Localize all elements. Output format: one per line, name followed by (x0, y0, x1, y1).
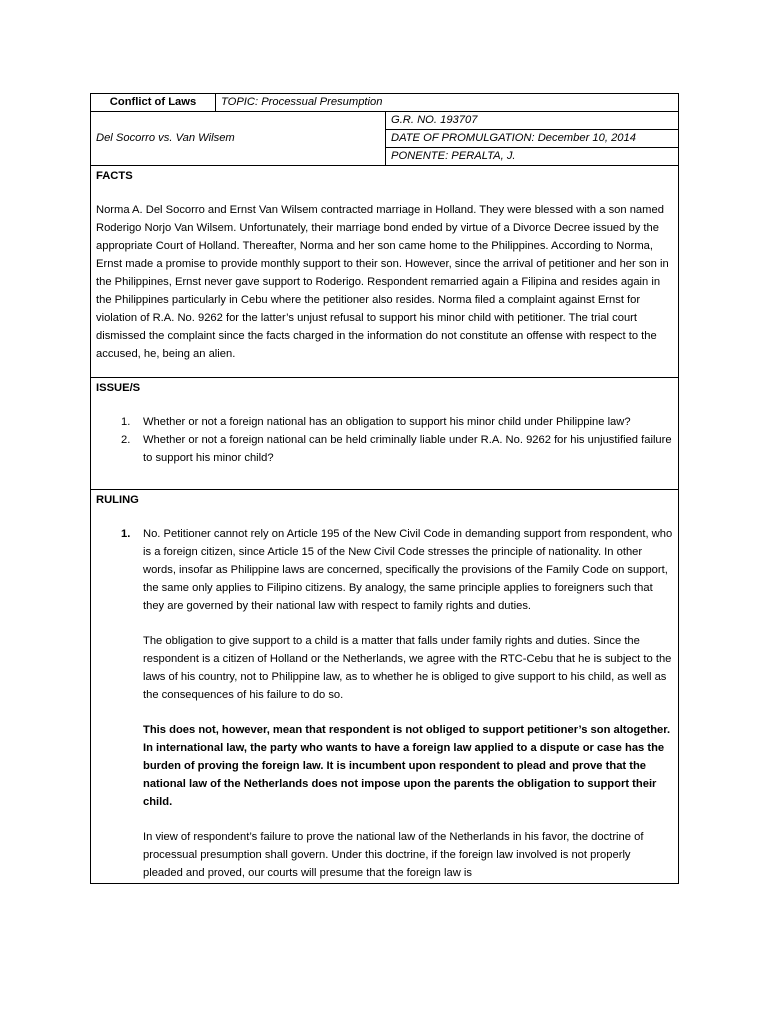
issue-number: 2. (121, 434, 131, 446)
issue-text: Whether or not a foreign national can be held criminally liable under R.A. No. 9262 for his unjustified failure to support his minor child? (143, 434, 672, 464)
ruling-paragraph-4: In view of respondent’s failure to prove the national law of the Netherlands in his favor, the doctrine of processual presumption shall govern. Under this doctrine, if the foreign law involved is not properly pleaded and proved, our courts will presume that the foreign law is (143, 831, 644, 879)
case-digest-document (90, 93, 678, 884)
facts-body: Norma A. Del Socorro and Ernst Van Wilsem contracted marriage in Holland. They were blessed with a son named Roderigo Norjo Van Wilsem. Unfortunately, their marriage bond ended by virtue of a Divorce Decree issued by the appropriate Court of Holland. Thereafter, Norma and her son came home to the Philippines. According to Norma, Ernst made a promise to provide monthly support to their son. However, since the arrival of petitioner and her son in the Philippines, Ernst never gave support to Roderigo. Respondent remarried again a Filipina and resides again in the Philippines particularly in Cebu where the petitioner also resides. Norma filed a complaint against Ernst for violation of R.A. No. 9262 for the latter’s unjust refusal to support his minor child with petitioner. The trial court dismissed the complaint since the facts charged in the information do not constitute an offense with respect to the accused, he, being an alien. (96, 204, 669, 360)
ruling-paragraph-3: This does not, however, mean that respondent is not obliged to support petitioner’s son altogether. In international law, the party who wants to have a foreign law applied to a dispute or case has the burden of proving the foreign law. It is incumbent upon respondent to plead and prove that the national law of the Netherlands does not impose upon the parents the obligation to support their child. (143, 724, 671, 808)
facts-section (91, 166, 679, 378)
ruling-heading: RULING (96, 494, 139, 506)
digest-table (90, 93, 679, 884)
issues-section (91, 378, 679, 490)
ruling-list (96, 525, 673, 882)
issue-text: Whether or not a foreign national has an obligation to support his minor child under Philippine law? (143, 416, 631, 428)
issues-list (96, 413, 673, 467)
issues-heading: ISSUE/S (96, 382, 141, 394)
issue-item (96, 431, 673, 467)
gr-number: G.R. NO. 193707 (386, 112, 679, 130)
ponente: PONENTE: PERALTA, J. (386, 148, 679, 166)
promulgation-date: DATE OF PROMULGATION: December 10, 2014 (386, 130, 679, 148)
facts-heading: FACTS (96, 170, 133, 182)
ruling-section (91, 490, 679, 884)
ruling-number: 1. (121, 528, 131, 540)
topic-label: TOPIC: Processual Presumption (216, 94, 679, 112)
ruling-paragraph-1: No. Petitioner cannot rely on Article 195 of the New Civil Code in demanding support from respondent, who is a foreign citizen, since Article 15 of the New Civil Code stresses the principle of nationality. In other words, insofar as Philippine laws are concerned, specifically the provisions of the Family Code on support, the same only applies to Filipino citizens. By analogy, the same principle applies to foreigners such that they are governed by their national law with respect to family rights and duties. (143, 528, 673, 612)
case-title: Del Socorro vs. Van Wilsem (91, 112, 386, 166)
issue-item (96, 413, 673, 431)
subject-label: Conflict of Laws (91, 94, 216, 112)
issue-number: 1. (121, 416, 131, 428)
ruling-paragraph-2: The obligation to give support to a child is a matter that falls under family rights and duties. Since the respondent is a citizen of Holland or the Netherlands, we agree with the RTC-Cebu that he is subject to the laws of his country, not to Philippine law, as to whether he is obliged to give support to his child, as well as the consequences of his failure to do so. (143, 635, 672, 701)
ruling-item (96, 525, 673, 882)
